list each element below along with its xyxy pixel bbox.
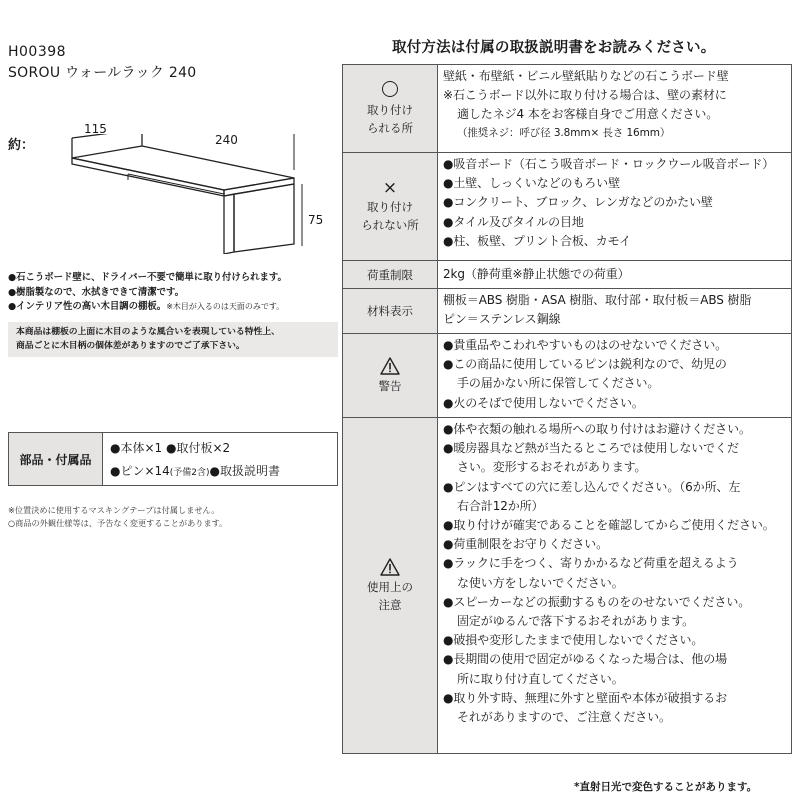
caution-body: ●体や衣類の触れる場所への取り付けはお避けください。 ●暖房器具など熱が当たるところでは使用しないでくだ さい。変形するおそれがあります。 ●ピンはすべての穴に差し込んでください。（6か所、左 右合計12か所） ●取り付けが確実であることを確認してからご使用ください。 ●荷重制限をお守りください。 ●ラックに手をつく、寄りかかるなど荷重を超えるよう な使い方をしないでください。 ●スピーカーなどの振動するものをのせないでください。 固定がゆるんで落下するおそれがあります。 ●破損や変形したままで使用しないでください。 ●長期間の使用で固定がゆるくなった場合は、他の場 所に取り付け直してください。 ●取り外す時、無理に外すと壁面や本体が破損するお それがありますので、ご注意ください。 <box>438 418 792 754</box>
load-header: 荷重制限 <box>343 261 438 289</box>
caution-header: 使用上の 注意 <box>343 418 438 754</box>
table-row <box>343 65 792 153</box>
cross-icon: × <box>382 178 398 198</box>
parts-list: ●本体×1 ●取付板×2 ●ピン×14(予備2含)●取扱説明書 <box>110 441 281 478</box>
mountable-header: 取り付け られる所 <box>343 65 438 153</box>
shelf-diagram <box>58 134 308 254</box>
mountable-body: 壁紙・布壁紙・ビニル壁紙貼りなどの石こうボード壁 ※石こうボード以外に取り付ける場合は、壁の素材に 適したネジ4 本をお客様自身でご用意ください。 （推奨ネジ：呼び径 3.8mm× 長さ 16mm） <box>438 65 792 153</box>
feature-item: ●インテリア性の高い木目調の棚板。※木目が入るのは天面のみです。 <box>8 301 285 312</box>
load-value: 2kg（静荷重※静止状態での荷重） <box>438 261 792 289</box>
dimension-height: 75 <box>308 213 324 227</box>
warning-header: 警告 <box>343 334 438 418</box>
instructions-title: 取付方法は付属の取扱説明書をお読みください。 <box>392 40 716 56</box>
parts-header: 部品・付属品 <box>9 433 103 485</box>
parts-box <box>8 432 338 486</box>
table-row <box>343 261 792 289</box>
table-row <box>343 334 792 418</box>
material-header: 材料表示 <box>343 289 438 334</box>
feature-item: ●樹脂製なので、水拭きできて清潔です。 <box>8 286 184 298</box>
product-name: SOROU ウォールラック 240 <box>8 65 197 81</box>
sunlight-note: *直射日光で変色することがあります。 <box>574 781 758 793</box>
warning-icon <box>380 357 400 375</box>
circle-icon <box>382 81 398 97</box>
table-row <box>343 289 792 334</box>
not-mountable-body: ●吸音ボード（石こう吸音ボード・ロックウール吸音ボード） ●土壁、しっくいなどのもろい壁 ●コンクリート、ブロック、レンガなどのかたい壁 ●タイル及びタイルの目地 ●柱、板壁、プリント合板、カモイ <box>438 153 792 261</box>
warning-body: ●貴重品やこわれやすいものはのせないでください。 ●この商品に使用しているピンは鋭利なので、幼児の 手の届かない所に保管してください。 ●火のそばで使用しないでください。 <box>438 334 792 418</box>
warning-icon <box>380 558 400 576</box>
grain-notice: 本商品は棚板の上面に木目のような風合いを表現している特性上、 商品ごとに木目柄の個体差がありますのでご了承下さい。 <box>8 322 338 357</box>
not-mountable-header: × 取り付け られない所 <box>343 153 438 261</box>
spec-table <box>342 64 792 754</box>
table-row <box>343 418 792 754</box>
dimension-depth: 115 <box>84 122 107 136</box>
dimension-prefix: 約： <box>8 138 35 153</box>
material-body: 棚板＝ABS 樹脂・ASA 樹脂、取付部・取付板＝ABS 樹脂 ピン＝ステンレス鋼線 <box>438 289 792 334</box>
product-code: H00398 <box>8 44 67 60</box>
table-row <box>343 153 792 261</box>
feature-item: ●石こうボード壁に、ドライバー不要で簡単に取り付けられます。 <box>8 272 287 283</box>
feature-note: ※木目が入るのは天面のみです。 <box>166 302 285 311</box>
footnotes: ※位置決めに使用するマスキングテープは付属しません。 ○商品の外観仕様等は、予告なく変更することがあります。 <box>8 505 228 528</box>
feature-list <box>8 271 338 315</box>
dimension-width: 240 <box>215 133 238 147</box>
